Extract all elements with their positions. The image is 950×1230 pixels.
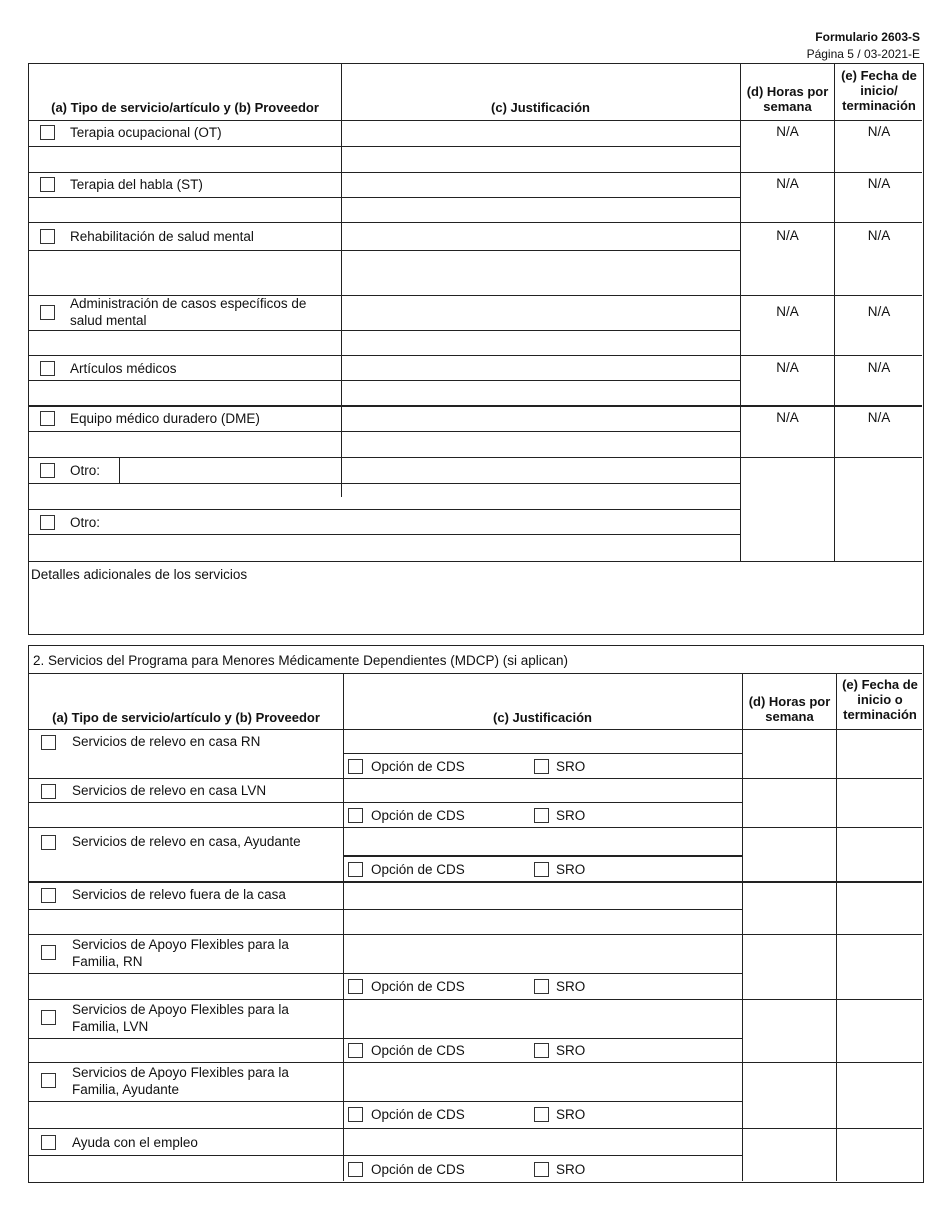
sro-label: SRO <box>556 759 586 774</box>
flexible-family-lvn-checkbox[interactable] <box>41 1010 56 1025</box>
cds-option-checkbox[interactable] <box>348 1107 363 1122</box>
sro-checkbox[interactable] <box>534 1043 549 1058</box>
col-header-justification: (c) Justificación <box>491 100 590 115</box>
hours-value: N/A <box>776 360 799 375</box>
cds-option-label: Opción de CDS <box>371 1107 465 1122</box>
cds-option-label: Opción de CDS <box>371 1162 465 1177</box>
dme-checkbox[interactable] <box>40 411 55 426</box>
service-label: Servicios de Apoyo Flexibles para la Familia, LVN <box>72 1002 289 1034</box>
hours-value: N/A <box>776 228 799 243</box>
respite-aide-checkbox[interactable] <box>41 835 56 850</box>
service-label: Servicios de relevo en casa, Ayudante <box>72 834 301 849</box>
additional-details-label: Detalles adicionales de los servicios <box>31 567 248 582</box>
col-header-justification: (c) Justificación <box>493 710 592 725</box>
cds-option-checkbox[interactable] <box>348 979 363 994</box>
service-label: Servicios de relevo en casa RN <box>72 734 261 749</box>
col-header-type-provider: (a) Tipo de servicio/artículo y (b) Proveedor <box>52 710 320 725</box>
sro-checkbox[interactable] <box>534 1162 549 1177</box>
occupational-therapy-checkbox[interactable] <box>40 125 55 140</box>
hours-value: N/A <box>776 304 799 319</box>
cds-option-label: Opción de CDS <box>371 862 465 877</box>
section-2-title: 2. Servicios del Programa para Menores Médicamente Dependientes (MDCP) (si aplican) <box>33 653 568 668</box>
respite-rn-checkbox[interactable] <box>41 735 56 750</box>
date-value: N/A <box>867 360 891 375</box>
sro-checkbox[interactable] <box>534 808 549 823</box>
mental-health-rehab-checkbox[interactable] <box>40 229 55 244</box>
sro-label: SRO <box>556 1043 586 1058</box>
service-label: Administración de casos específicos de salud mental <box>70 296 307 328</box>
sro-checkbox[interactable] <box>534 1107 549 1122</box>
medical-supplies-checkbox[interactable] <box>40 361 55 376</box>
service-label: Servicios de Apoyo Flexibles para la Familia, RN <box>72 937 289 969</box>
cds-option-checkbox[interactable] <box>348 759 363 774</box>
col-header-hours: (d) Horas por semana <box>746 84 829 114</box>
date-value: N/A <box>867 304 891 319</box>
col-header-type-provider: (a) Tipo de servicio/artículo y (b) Proveedor <box>51 100 319 115</box>
cds-option-checkbox[interactable] <box>348 808 363 823</box>
respite-lvn-checkbox[interactable] <box>41 784 56 799</box>
date-value: N/A <box>867 176 891 191</box>
col-header-dates: (e) Fecha de inicio/ terminación <box>841 68 917 113</box>
out-of-home-respite-checkbox[interactable] <box>41 888 56 903</box>
service-label: Otro: <box>70 515 101 530</box>
date-value: N/A <box>867 410 891 425</box>
cds-option-checkbox[interactable] <box>348 1162 363 1177</box>
service-label: Terapia del habla (ST) <box>70 177 203 192</box>
sro-checkbox[interactable] <box>534 759 549 774</box>
flexible-family-rn-checkbox[interactable] <box>41 945 56 960</box>
flexible-family-aide-checkbox[interactable] <box>41 1073 56 1088</box>
services-table-1 <box>28 63 924 635</box>
service-label: Servicios de Apoyo Flexibles para la Familia, Ayudante <box>72 1065 289 1097</box>
service-label: Ayuda con el empleo <box>72 1135 198 1150</box>
other-checkbox-2[interactable] <box>40 515 55 530</box>
cds-option-label: Opción de CDS <box>371 759 465 774</box>
service-label: Otro: <box>70 463 101 478</box>
service-label: Artículos médicos <box>70 361 177 376</box>
sro-checkbox[interactable] <box>534 979 549 994</box>
service-label: Servicios de relevo en casa LVN <box>72 783 267 798</box>
cds-option-checkbox[interactable] <box>348 862 363 877</box>
service-label: Equipo médico duradero (DME) <box>70 411 260 426</box>
sro-label: SRO <box>556 1107 586 1122</box>
cds-option-checkbox[interactable] <box>348 1043 363 1058</box>
col-header-hours: (d) Horas por semana <box>748 694 831 724</box>
date-value: N/A <box>867 124 891 139</box>
form-number: Formulario 2603-S <box>815 30 920 44</box>
cds-option-label: Opción de CDS <box>371 1043 465 1058</box>
mental-health-case-mgmt-checkbox[interactable] <box>40 305 55 320</box>
employment-assistance-checkbox[interactable] <box>41 1135 56 1150</box>
service-label: Terapia ocupacional (OT) <box>70 125 222 140</box>
speech-therapy-checkbox[interactable] <box>40 177 55 192</box>
hours-value: N/A <box>776 176 799 191</box>
date-value: N/A <box>867 228 891 243</box>
other-checkbox-1[interactable] <box>40 463 55 478</box>
sro-label: SRO <box>556 808 586 823</box>
hours-value: N/A <box>776 410 799 425</box>
sro-label: SRO <box>556 1162 586 1177</box>
col-header-dates: (e) Fecha de inicio o terminación <box>842 677 918 722</box>
services-table-2 <box>28 645 924 1183</box>
cds-option-label: Opción de CDS <box>371 979 465 994</box>
service-label: Rehabilitación de salud mental <box>70 229 254 244</box>
service-label: Servicios de relevo fuera de la casa <box>72 887 286 902</box>
hours-value: N/A <box>776 124 799 139</box>
cds-option-label: Opción de CDS <box>371 808 465 823</box>
sro-checkbox[interactable] <box>534 862 549 877</box>
page-info: Página 5 / 03-2021-E <box>806 47 920 61</box>
sro-label: SRO <box>556 862 586 877</box>
sro-label: SRO <box>556 979 586 994</box>
